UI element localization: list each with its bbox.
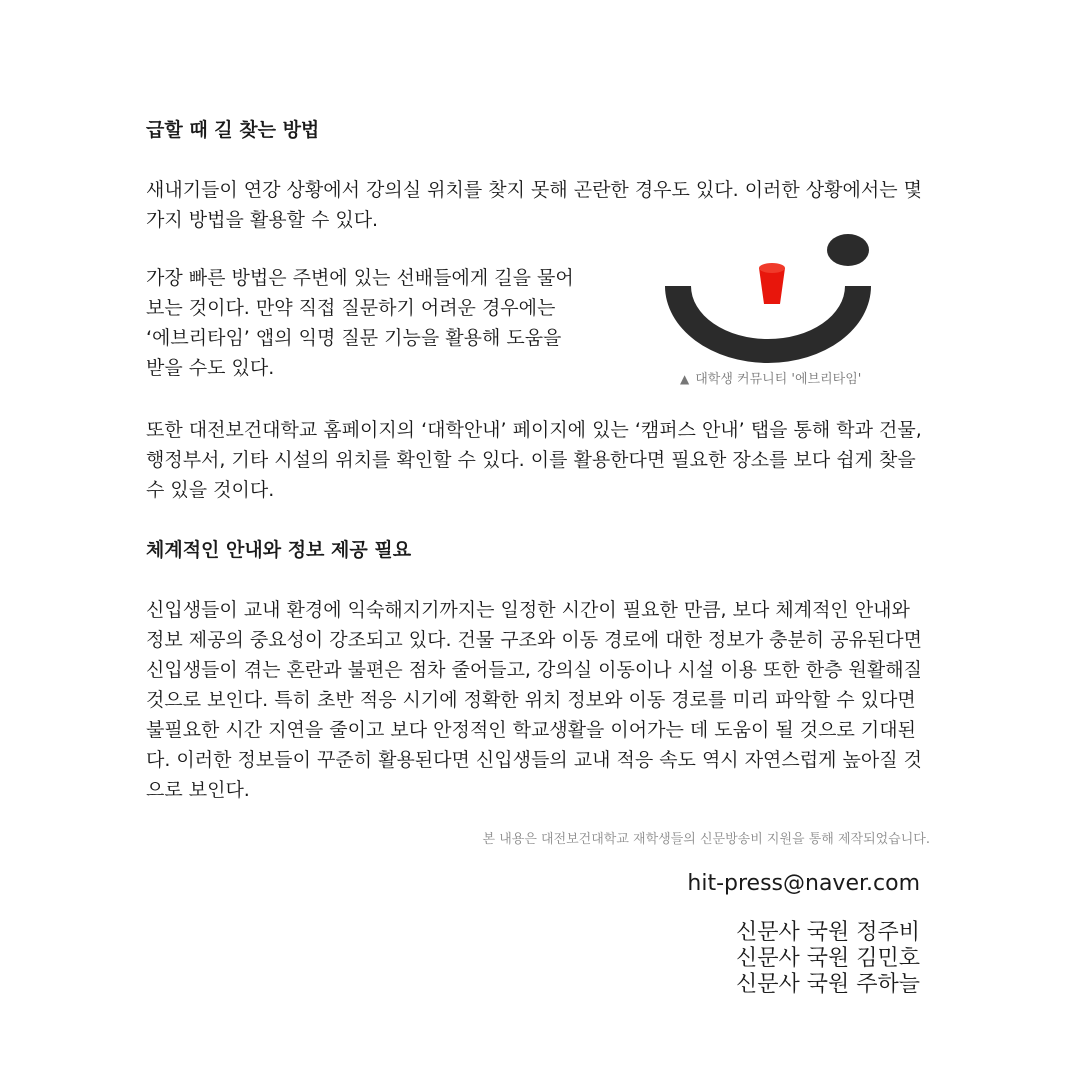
paragraph-line: 정보 제공의 중요성이 강조되고 있다. 건물 구조와 이동 경로에 대한 정보가 충분히 공유된다면	[146, 629, 922, 651]
reporter-credit: 신문사 국원 김민호	[735, 946, 920, 971]
paragraph-line: 으로 보인다.	[146, 779, 250, 801]
reporter-credits	[736, 920, 920, 998]
paragraph-systematic-guidance	[146, 595, 922, 805]
paragraph-line: 또한 대전보건대학교 홈페이지의 ‘대학안내’ 페이지에 있는 ‘캠퍼스 안내’ 탭을 통해 학과 건물,	[146, 419, 922, 441]
everytime-logo-icon	[660, 228, 890, 368]
triangle-up-icon: ▲	[680, 372, 690, 386]
paragraph-intro	[146, 175, 922, 235]
paragraph-line: 받을 수도 있다.	[146, 357, 275, 379]
paragraph-line: 신입생들이 겪는 혼란과 불편은 점차 줄어들고, 강의실 이동이나 시설 이용 또한 한층 원활해질	[146, 659, 922, 681]
paragraph-campus-guide	[146, 415, 922, 505]
figure-caption-text: 대학생 커뮤니티 '에브리타임'	[695, 372, 862, 387]
paragraph-line: 새내기들이 연강 상황에서 강의실 위치를 찾지 못해 곤란한 경우도 있다. 이러한 상황에서는 몇	[146, 179, 922, 201]
paragraph-line: 수 있을 것이다.	[146, 479, 275, 501]
section-heading-wayfinding: 급할 때 길 찾는 방법	[146, 119, 320, 141]
paragraph-line: 가지 방법을 활용할 수 있다.	[146, 209, 379, 231]
paragraph-line: 행정부서, 기타 시설의 위치를 확인할 수 있다. 이를 활용한다면 필요한 장소를 보다 쉽게 찾을	[146, 449, 916, 471]
paragraph-line: 보는 것이다. 만약 직접 질문하기 어려운 경우에는	[146, 297, 556, 319]
everytime-figure	[660, 228, 890, 393]
reporter-credit: 신문사 국원 정주비	[735, 920, 920, 945]
section-heading-guidance: 체계적인 안내와 정보 제공 필요	[146, 539, 412, 561]
paragraph-line: 신입생들이 교내 환경에 익숙해지기까지는 일정한 시간이 필요한 만큼, 보다 체계적인 안내와	[146, 599, 910, 621]
contact-email[interactable]: hit-press@naver.com	[687, 871, 920, 896]
funding-note: 본 내용은 대전보건대학교 재학생들의 신문방송비 지원을 통해 제작되었습니다.	[482, 832, 930, 847]
paragraph-line: ‘에브리타임’ 앱의 익명 질문 기능을 활용해 도움을	[146, 327, 562, 349]
paragraph-line: 다. 이러한 정보들이 꾸준히 활용된다면 신입생들의 교내 적응 속도 역시 자연스럽게 높아질 것	[146, 749, 922, 771]
paragraph-ask-seniors	[146, 263, 574, 383]
paragraph-line: 불필요한 시간 지연을 줄이고 보다 안정적인 학교생활을 이어가는 데 도움이 될 것으로 기대된	[146, 719, 916, 741]
figure-caption	[680, 368, 861, 387]
paragraph-line: 것으로 보인다. 특히 초반 적응 시기에 정확한 위치 정보와 이동 경로를 미리 파악할 수 있다면	[146, 689, 916, 711]
paragraph-line: 가장 빠른 방법은 주변에 있는 선배들에게 길을 물어	[146, 267, 574, 289]
reporter-credit: 신문사 국원 주하늘	[735, 972, 920, 997]
